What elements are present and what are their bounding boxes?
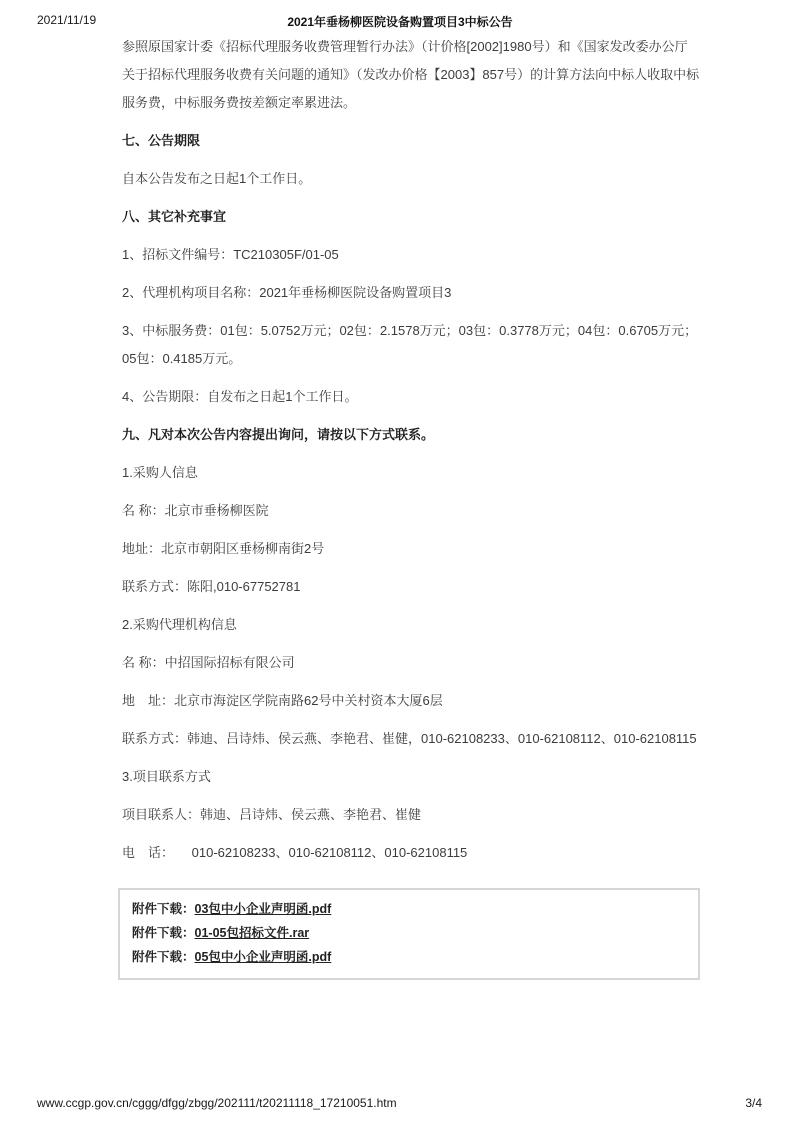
agency-heading: 2.采购代理机构信息 — [122, 617, 237, 632]
purchaser-contact: 联系方式：陈阳,010-67752781 — [122, 579, 301, 594]
project-phone-numbers: 010-62108233、010-62108112、010-62108115 — [191, 845, 468, 860]
supplementary-item-4: 4、公告期限：自发布之日起1个工作日。 — [122, 389, 358, 404]
section-heading-supplementary: 八、其它补充事宜 — [122, 209, 227, 224]
supplementary-item-2: 2、代理机构项目名称：2021年垂杨柳医院设备购置项目3 — [122, 285, 452, 300]
announcement-period-body: 自本公告发布之日起1个工作日。 — [122, 171, 312, 186]
agency-address: 地 址：北京市海淀区学院南路62号中关村资本大厦6层 — [122, 693, 443, 708]
attachment-box — [118, 888, 700, 980]
purchaser-heading: 1.采购人信息 — [122, 465, 198, 480]
page-title: 2021年垂杨柳医院设备购置项目3中标公告 — [287, 15, 513, 29]
print-header — [0, 13, 800, 29]
purchaser-address: 地址：北京市朝阳区垂杨柳南街2号 — [122, 541, 325, 556]
attachment-label: 附件下载： — [132, 950, 195, 964]
project-phone-label: 电 话： — [122, 845, 175, 860]
supplementary-item-3: 3、中标服务费：01包：5.0752万元；02包：2.1578万元；03包：0.3778万元；04包：0.6705万元；05包：0.4185万元。 — [122, 323, 698, 366]
agency-name: 名 称：中招国际招标有限公司 — [122, 655, 295, 670]
supplementary-item-1: 1、招标文件编号：TC210305F/01-05 — [122, 247, 339, 262]
intro-paragraph: 参照原国家计委《招标代理服务收费管理暂行办法》（计价格[2002]1980号）和《国家发改委办公厅关于招标代理服务收费有关问题的通知》（发改办价格【2003】857号）的计算方法向中标人收取中标服务费，中标服务费按差额定率累进法。 — [122, 39, 700, 110]
project-contacts: 项目联系人：韩迪、吕诗炜、侯云燕、李艳君、崔健 — [122, 807, 422, 822]
source-url: www.ccgp.gov.cn/cggg/dfgg/zbgg/202111/t20211118_17210051.htm — [37, 1096, 397, 1110]
attachment-label: 附件下载： — [132, 902, 195, 916]
purchaser-name: 名 称：北京市垂杨柳医院 — [122, 503, 269, 518]
section-heading-announcement-period: 七、公告期限 — [122, 133, 201, 148]
attachment-row — [132, 897, 686, 921]
section-heading-contact: 九、凡对本次公告内容提出询问，请按以下方式联系。 — [122, 427, 435, 442]
attachment-link-3[interactable]: 05包中小企业声明函.pdf — [194, 950, 332, 964]
attachment-row — [132, 921, 686, 945]
attachment-link-2[interactable]: 01-05包招标文件.rar — [194, 926, 310, 940]
attachment-link-1[interactable]: 03包中小企业声明函.pdf — [194, 902, 332, 916]
agency-contact: 联系方式：韩迪、吕诗炜、侯云燕、李艳君、崔健，010-62108233、010-62108112、010-62108115 — [122, 731, 697, 746]
print-footer — [0, 1096, 800, 1112]
page-number: 3/4 — [745, 1096, 762, 1110]
document-body — [122, 33, 700, 980]
project-contact-heading: 3.项目联系方式 — [122, 769, 211, 784]
attachment-label: 附件下载： — [132, 926, 195, 940]
print-date: 2021/11/19 — [37, 13, 97, 27]
attachment-row — [132, 945, 686, 969]
project-phone-line — [122, 839, 700, 867]
